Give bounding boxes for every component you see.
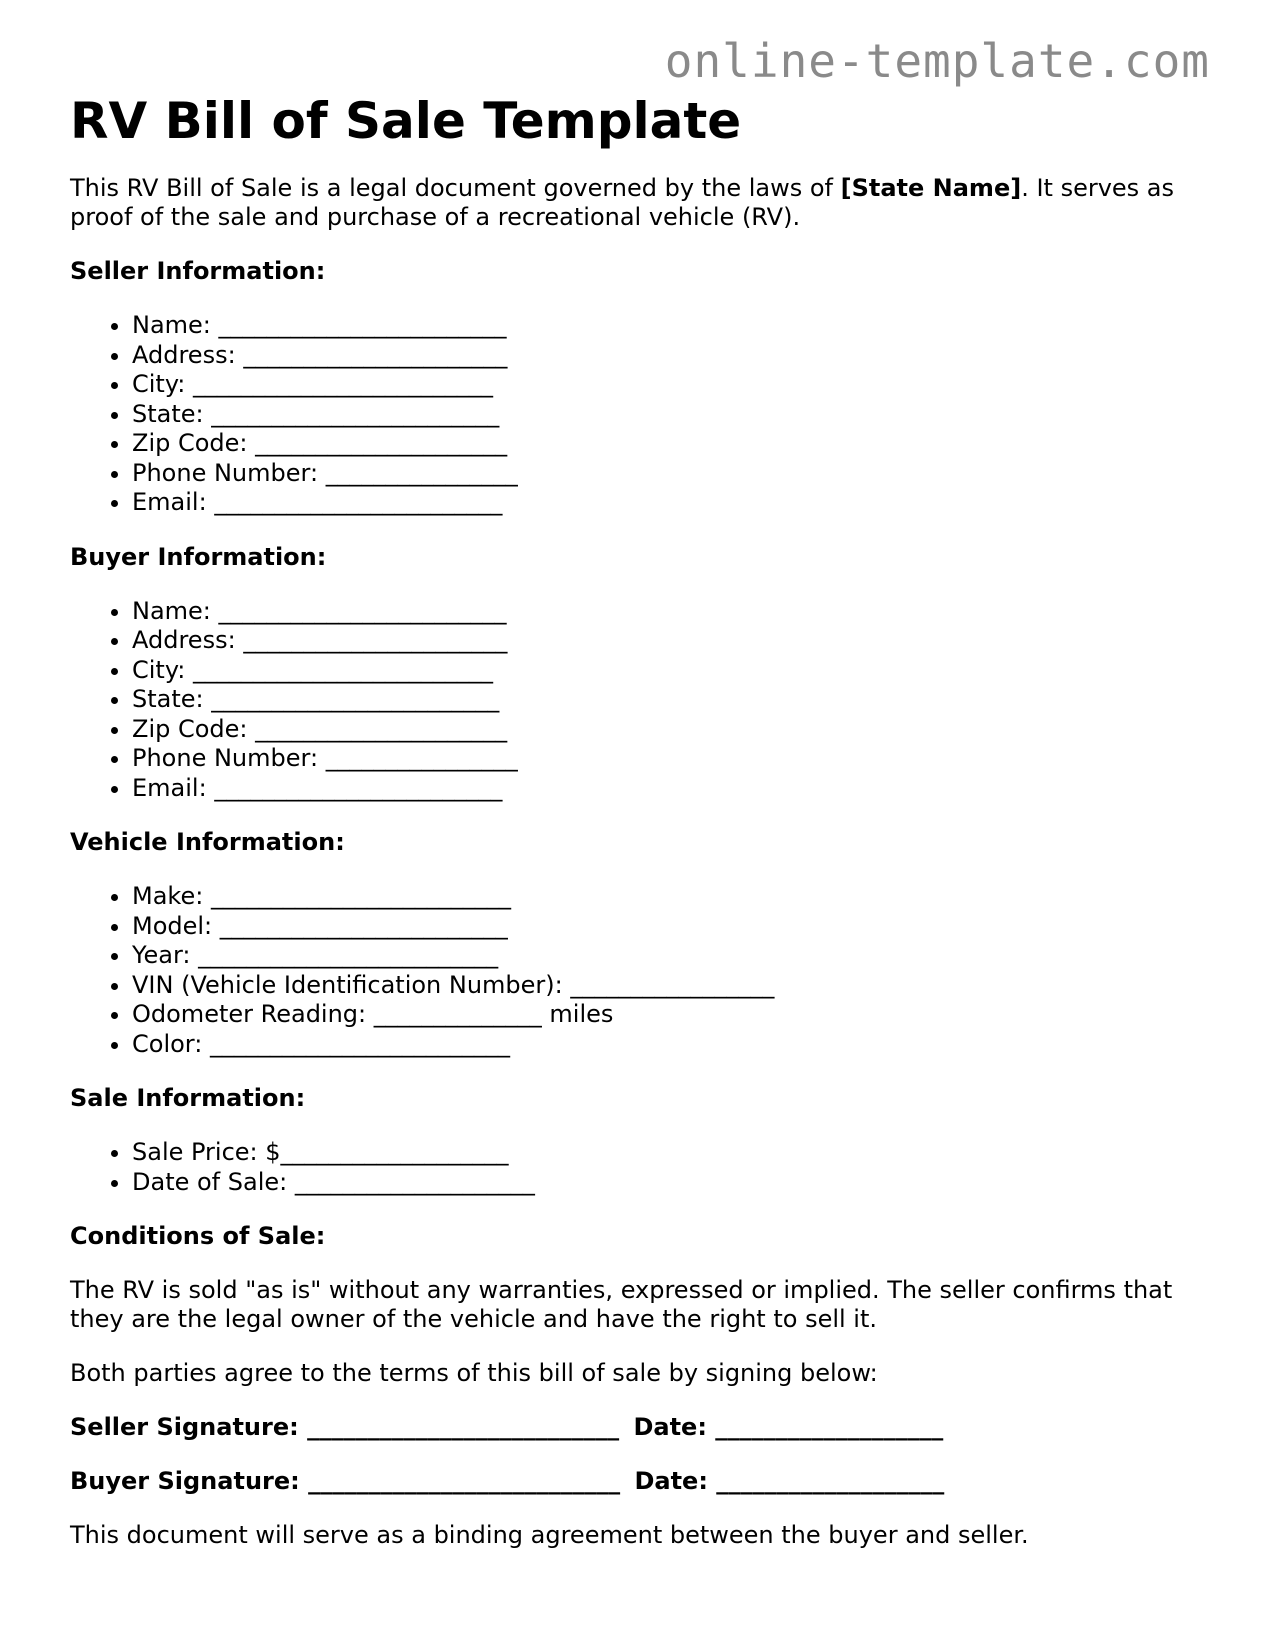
signature-label: Seller Signature: <box>70 1413 299 1441</box>
buyer-signature-line <box>70 1467 1200 1496</box>
buyer-email-field <box>132 774 1200 804</box>
seller-state-field <box>132 400 1200 430</box>
field-label: Phone Number: <box>132 458 319 487</box>
field-blank: ______________________ <box>243 626 508 654</box>
field-blank: _____________________ <box>255 429 508 457</box>
seller-email-field <box>132 488 1200 518</box>
sale-heading: Sale Information: <box>70 1084 306 1112</box>
field-blank: ________________________ <box>211 399 500 428</box>
field-blank: ______________________ <box>243 340 508 369</box>
date-label: Date: <box>633 1413 707 1441</box>
vehicle-color-field <box>132 1030 1200 1060</box>
field-blank: ________________________ <box>214 773 503 802</box>
intro-text-start: This RV Bill of Sale is a legal document governed by the laws of <box>70 174 841 202</box>
buyer-state-field <box>132 685 1200 715</box>
agree-text: Both parties agree to the terms of this bill of sale by signing below: <box>70 1359 878 1387</box>
state-name-placeholder: [State Name] <box>840 174 1022 202</box>
field-label: Zip Code: <box>132 429 248 457</box>
seller-phone-field <box>132 459 1200 489</box>
field-blank: ______________ <box>373 1000 542 1028</box>
field-blank: ________________ <box>325 744 518 772</box>
conditions-heading: Conditions of Sale: <box>70 1222 326 1250</box>
document-body <box>70 88 1200 1550</box>
vehicle-heading: Vehicle Information: <box>70 828 345 856</box>
field-blank: ________________________ <box>218 596 507 625</box>
field-label: Name: <box>132 311 211 339</box>
field-label: Address: <box>132 626 236 654</box>
field-blank: _____________________ <box>255 714 508 743</box>
field-label: Phone Number: <box>132 744 319 772</box>
field-blank: ___________________ <box>280 1138 509 1166</box>
field-label: Zip Code: <box>132 714 248 743</box>
signature-blank: __________________________ <box>307 1413 620 1441</box>
field-blank: ____________________ <box>294 1167 535 1196</box>
field-blank: ________________________ <box>218 311 507 339</box>
field-label: Year: <box>132 941 191 969</box>
buyer-city-field <box>132 656 1200 686</box>
buyer-address-field <box>132 626 1200 656</box>
buyer-fields <box>70 597 1200 804</box>
sale-fields <box>70 1138 1200 1197</box>
field-blank: ________________________ <box>214 488 503 516</box>
field-blank: _________________________ <box>210 882 511 910</box>
buyer-name-field <box>132 597 1200 627</box>
seller-city-field <box>132 370 1200 400</box>
field-blank: _________________ <box>570 970 775 999</box>
field-label: Date of Sale: <box>132 1167 288 1196</box>
buyer-heading: Buyer Information: <box>70 542 327 571</box>
field-blank: _________________________ <box>198 941 499 969</box>
field-label: Name: <box>132 596 211 625</box>
date-label: Date: <box>634 1467 708 1495</box>
page-title: RV Bill of Sale Template <box>70 92 742 150</box>
field-label: State: <box>132 685 204 713</box>
buyer-zip-field <box>132 715 1200 745</box>
seller-address-field <box>132 341 1200 371</box>
field-blank: ________________________ <box>219 911 508 940</box>
signature-label: Buyer Signature: <box>70 1467 300 1495</box>
field-label: Odometer Reading: <box>132 1000 367 1028</box>
vehicle-vin-field <box>132 971 1200 1001</box>
field-label: Email: <box>132 488 207 516</box>
field-label: Sale Price: $ <box>132 1138 281 1166</box>
vehicle-make-field <box>132 882 1200 912</box>
field-label: City: <box>132 655 186 684</box>
field-label: Model: <box>132 911 213 940</box>
field-blank: _________________________ <box>209 1029 510 1058</box>
seller-heading: Seller Information: <box>70 257 326 285</box>
conditions-text: The RV is sold "as is" without any warranties, expressed or implied. The seller confirms that they are the legal owner of the vehicle and have the right to sell it. <box>70 1276 1173 1333</box>
seller-fields <box>70 311 1200 518</box>
field-label: Address: <box>132 340 236 369</box>
vehicle-year-field <box>132 941 1200 971</box>
field-blank: _________________________ <box>193 655 494 684</box>
field-unit: miles <box>549 1000 614 1028</box>
field-blank: ________________________ <box>211 685 500 713</box>
sale-date-field <box>132 1168 1200 1198</box>
intro-paragraph <box>70 174 1200 232</box>
vehicle-fields <box>70 882 1200 1059</box>
date-blank: ___________________ <box>716 1467 945 1495</box>
seller-name-field <box>132 311 1200 341</box>
field-label: VIN (Vehicle Identification Number): <box>132 970 563 999</box>
vehicle-odometer-field <box>132 1000 1200 1030</box>
seller-signature-line <box>70 1413 1200 1442</box>
seller-zip-field <box>132 429 1200 459</box>
field-label: City: <box>132 370 186 398</box>
signature-blank: __________________________ <box>308 1467 621 1495</box>
sale-price-field <box>132 1138 1200 1168</box>
field-label: Make: <box>132 882 204 910</box>
vehicle-model-field <box>132 912 1200 942</box>
closing-text: This document will serve as a binding agreement between the buyer and seller. <box>70 1521 1029 1549</box>
buyer-phone-field <box>132 744 1200 774</box>
field-label: Email: <box>132 773 207 802</box>
watermark: online-template.com <box>664 34 1210 88</box>
date-blank: ___________________ <box>715 1413 944 1441</box>
field-blank: _________________________ <box>193 370 494 398</box>
field-label: Color: <box>132 1029 203 1058</box>
field-blank: ________________ <box>325 458 518 487</box>
field-label: State: <box>132 399 204 428</box>
intro-text-end: . It serves as proof of the sale and purchase of a recreational vehicle (RV). <box>70 174 1175 231</box>
